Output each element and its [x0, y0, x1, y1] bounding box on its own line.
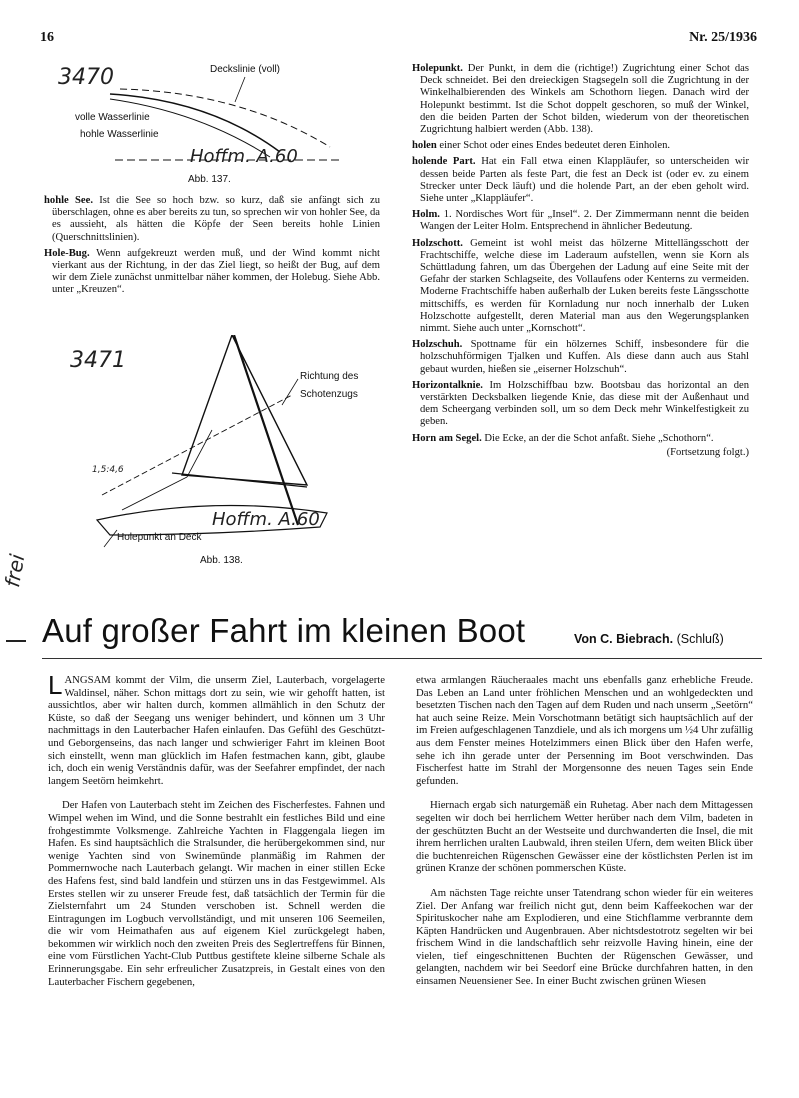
glossary-term: holende Part. [412, 156, 476, 168]
author-name: Von C. Biebrach. [574, 632, 674, 646]
page-number: 16 [40, 30, 54, 45]
glossary-text: Gemeint ist wohl meist das hölzerne Mittellängsschott der Frachtschiffe, welche diese im Laderaum aufstellen, wenn sie Korn als Schüttladung fahren, um das Übergehen der Ladung auf eine Seite mit der Gefahr der starken Schlagseite, des Vollaufens oder Kenterns zu vermeiden. Moderne Frachtschiffe haben außerhalb der Luken bereits feste Längsschotte mittschiffs, es werden für Kornladung nur noch innerhalb der Luken Holzschotte aufgestellt, deren Material man aus den Wegerungsplanken nimmt. Siehe auch unter „Kornschott“. [420, 237, 749, 335]
glossary-text: einer Schot oder eines Endes bedeutet deren Einholen. [436, 140, 671, 152]
figure-137-handwritten-number: 3470 [58, 65, 114, 90]
glossary-term: Holepunkt. [412, 63, 463, 74]
glossary-text: Die Ecke, an der die Schot anfaßt. Siehe „Schothorn“. [481, 432, 714, 444]
glossary-entry-holepunkt [412, 63, 749, 136]
figure-138-direction-pointer [282, 379, 298, 405]
right-glossary-column [412, 63, 749, 459]
author-suffix: (Schluß) [676, 632, 724, 646]
article-title: Auf großer Fahrt im kleinen Boot [42, 612, 526, 649]
glossary-text: 1. Nordisches Wort für „Insel“. 2. Der Zimmermann nennt die beiden Wangen der Leiter Holm. Entsprechend in ähnlicher Bedeutung. [420, 209, 749, 233]
article-column-1 [48, 670, 385, 988]
title-rule [42, 658, 762, 659]
figure-138-boom [172, 473, 307, 487]
glossary-term: holen [412, 140, 437, 152]
glossary-term: Holm. [412, 209, 440, 221]
glossary-text: Ist die See so hoch bzw. so kurz, daß sie anfängt sich zu überschlagen, ohne es aber bereits zu tun, so sprechen wir von hohler See, da es aussieht, als hätten die Köpfe der Seen bereits hohle Linien (Querschnittslinien). [52, 195, 380, 243]
glossary-term: Horn am Segel. [412, 432, 482, 444]
glossary-entry-holzschott [412, 238, 749, 336]
figure-138-sheet-line [122, 477, 187, 510]
article-paragraph [48, 670, 385, 787]
left-glossary-column [44, 195, 380, 301]
figure-137-handwritten-signature: Hoffm. A.60 [190, 146, 298, 167]
figure-138-label-holepoint: Holepunkt an Deck [117, 532, 202, 543]
figure-137-deck-pointer [235, 77, 245, 102]
glossary-text: Hat ein Fall etwa einen Klappläufer, so unterscheiden wir dessen beide Parten als feste Part, die fest an Deck ist (oder ev. zu einem Strecker unter Deck läuft) und die holende Part, an der eben geholt wird. Siehe unter „Klappläufer“. [420, 156, 749, 205]
figure-138-sail-diagram [62, 335, 380, 570]
glossary-text: Der Punkt, in dem die (richtige!) Zugrichtung einer Schot das Deck schneidet. Bei den dreieckigen Stagsegeln soll die Zugrichtung in der Winkelhalbierenden des Winkels am Schothorn liegen. Danach wird der Holepunkt bestimmt. Ist die Schot doppelt geschoren, so muß der Winkel, den die beiden Parten der Schot bilden, wiederum von der theoretischen Zugrichtung halbiert werden (Abb. 138). [420, 63, 749, 136]
figure-138-bisector [187, 430, 212, 477]
margin-handwriting: frei [0, 552, 30, 590]
glossary-entry-hole-bug [44, 248, 380, 297]
glossary-text: Wenn aufgekreuzt werden muß, und der Wind kommt nicht vierkant aus der Richtung, in der das Ziel liegt, so heißt der Bug, auf dem wir dem Ziele zunächst unmittelbar näher kommen, der Holebug. Siehe Abb. unter „Kreuzen“. [52, 247, 380, 296]
figure-138-label-direction-2: Schotenzugs [300, 389, 358, 400]
glossary-entry-holende-part [412, 156, 749, 205]
figure-138-handwritten-number: 3471 [70, 348, 126, 373]
figure-137-hull-lines [40, 52, 365, 187]
figure-138-sheet-direction [102, 395, 292, 495]
figure-138-caption: Abb. 138. [200, 555, 243, 566]
glossary-entry-holen [412, 140, 749, 152]
article-author [574, 632, 724, 646]
margin-dash [6, 640, 26, 642]
glossary-entry-horn-am-segel [412, 433, 749, 445]
glossary-term: Holzschott. [412, 237, 463, 249]
glossary-term: Hole-Bug. [44, 247, 90, 259]
figure-138-handwritten-signature: Hoffm. A.60 [212, 509, 320, 530]
glossary-text: Im Holzschiffbau bzw. Bootsbau das horizontal an den verstärkten Decksbalken liegende Knie, das diese mit der Außenhaut und dem Scheergang verbinden soll, um so dem Deck mehr Winkelfestigkeit zu geben. [420, 379, 749, 428]
issue-number: Nr. 25/1936 [689, 30, 757, 45]
figure-137-caption: Abb. 137. [188, 174, 231, 185]
article-column-2 [416, 674, 753, 988]
glossary-entry-holzschuh [412, 339, 749, 376]
article-paragraph: etwa armlangen Räucheraales macht uns ebenfalls ganz erhebliche Freude. Das Leben an Land unter fröhlichen Menschen und an wohlgedeckten und besetzten Tischen nach den Tagen auf dem Ruden und nach unserm „Seetörn“ hat auch seine Reize. Mein Vorschotmann betätigt sich hauptsächlich auf der im Freien aufgeschlagenen Tanzdiele, und als ich morgens um ½4 Uhr zufällig aus dem Fenster meines Hotelzimmers einen Blick über den Hafen werfe, sehe ich ihn gerade unter der Persenning im Boot verschwinden. Das Fischerfest hatte im Strahl der Morgensonne des neuen Tages sein Ende gefunden. [416, 674, 753, 787]
glossary-term: Horizontalknie. [412, 379, 483, 391]
figure-137-label-full: volle Wasserlinie [75, 112, 150, 123]
paragraph-text: ANGSAM kommt der Vilm, die unserm Ziel, Lauterbach, vorgelagerte Waldinsel, näher. Schon mittags dort zu sein, wie wir gehofft hatten, ist aussichtlos, aber wir halten durch, kommen allmählich in den Schutz der Küste, so daß der Seegang uns weniger behindert, und können um 3 Uhr nachmittags in den Lauterbacher Hafen einlaufen. Das Gefühl des Geschützt- und Geborgenseins, das nach langer und schwieriger Fahrt im kleinen Boot sich einstellt, wenn man glücklich im Hafen festmachen kann, gibt, glaube ich, doch ein wenig Verständnis dafür, was der Seefahrer empfindet, der nach langem Seetörn heimkehrt. [48, 674, 385, 787]
article-paragraph: Hiernach ergab sich naturgemäß ein Ruhetag. Aber nach dem Mittagessen segelten wir doch bei herrlichem Wetter herüber nach dem Vilm, badeten in der geschützten Bucht an der Westseite und durchwanderten die Insel, die mit ihrem herrlichen uralten Laubwald, ihren steilen Ufern, dem weiten Blick über die buchtenreichen Rügenschen Gewässer eine der köstlichsten Perlen ist im grünen Kranze der schönen pommerschen Küste. [416, 799, 753, 875]
figure-137-label-deck: Deckslinie (voll) [210, 64, 281, 75]
figure-138-mast [234, 335, 298, 525]
glossary-text: Spottname für ein hölzernes Schiff, insbesondere für die holzschuhförmigen Tjalken und Kuffen. Als diese dann auch aus Stahl gebaut wurden, hießen sie „eiserner Holzschuh“. [420, 339, 749, 375]
glossary-term: hohle See. [44, 195, 93, 206]
glossary-entry-hohle-see [44, 195, 380, 244]
article-paragraph: Der Hafen von Lauterbach steht im Zeichen des Fischerfestes. Fahnen und Wimpel wehen im Wind, und die Sonne bestrahlt ein festliches Bild und eine frohgestimmte Volksmenge. Zahlreiche Yachten in Flaggengala liegen im Hafen. Es sind hauptsächlich die Stralsunder, die herübergekommen sind, nur wenige Yachten sind von Swinemünde planmäßig im Rahmen der Pommernwoche nach Lauterbach gelangt. Wir machen in einer stillen Ecke des Hafens fest, sind bald landfein und stürzen uns in das Festgewimmel. Als Erstes stellen wir zu unserer Freude fest, daß tatsächlich der Termin für die Zielsternfahrt um 24 Stunden verschoben ist. Schnell werden die Eintragungen im Logbuch vervollständigt, und mit unseren 106 Seemeilen, die wir vom Heimathafen aus auf eigenem Kiel zurückgelegt haben, bekommen wir wirklich noch den zweiten Preis des Seglertreffens für Binnen, eine vom Fürstlichen Yacht-Club Puttbus gestiftete kleine silberne Schale als Erinnerungsgabe. Ein sehr erfreulicher Zusatzpreis, in Gestalt eines von den Lauterbacher Fischern gegebenen, [48, 799, 385, 988]
figure-138-holepoint-pointer [104, 530, 117, 547]
figure-138-hand-mark: 1,5:4,6 [92, 465, 124, 475]
article-paragraph: Am nächsten Tage reichte unser Tatendrang schon wieder für ein weiteres Ziel. Der Anfang war freilich nicht gut, denn beim Kaffeekochen war der Spirituskocher nahe am Explodieren, und eine Stichflamme verbrannte dem Käpten Handrücken und Augenbrauen. Aber nichtsdestotrotz segelten wir bei frischem Wind in die landschaftlich sehr reizvolle Having hinein, eine der vielen, tief eingeschnittenen Buchten der Rügenschen Gewässer, und gelangten, nachdem wir bei Seedorf eine Brücke durchfahren hatten, in den einsamen Neuensiener See. In einer Bucht zwischen grünen Wiesen [416, 886, 753, 988]
glossary-entry-holm [412, 209, 749, 233]
glossary-entry-horizontalknie [412, 380, 749, 429]
continued-note: (Fortsetzung folgt.) [666, 446, 749, 458]
figure-138-sail [182, 335, 307, 485]
figure-137-label-hollow: hohle Wasserlinie [80, 129, 159, 140]
figure-137-full-waterline [110, 94, 280, 152]
glossary-term: Holzschuh. [412, 339, 463, 351]
figure-138-label-direction-1: Richtung des [300, 371, 359, 382]
drop-cap: L [48, 670, 63, 700]
